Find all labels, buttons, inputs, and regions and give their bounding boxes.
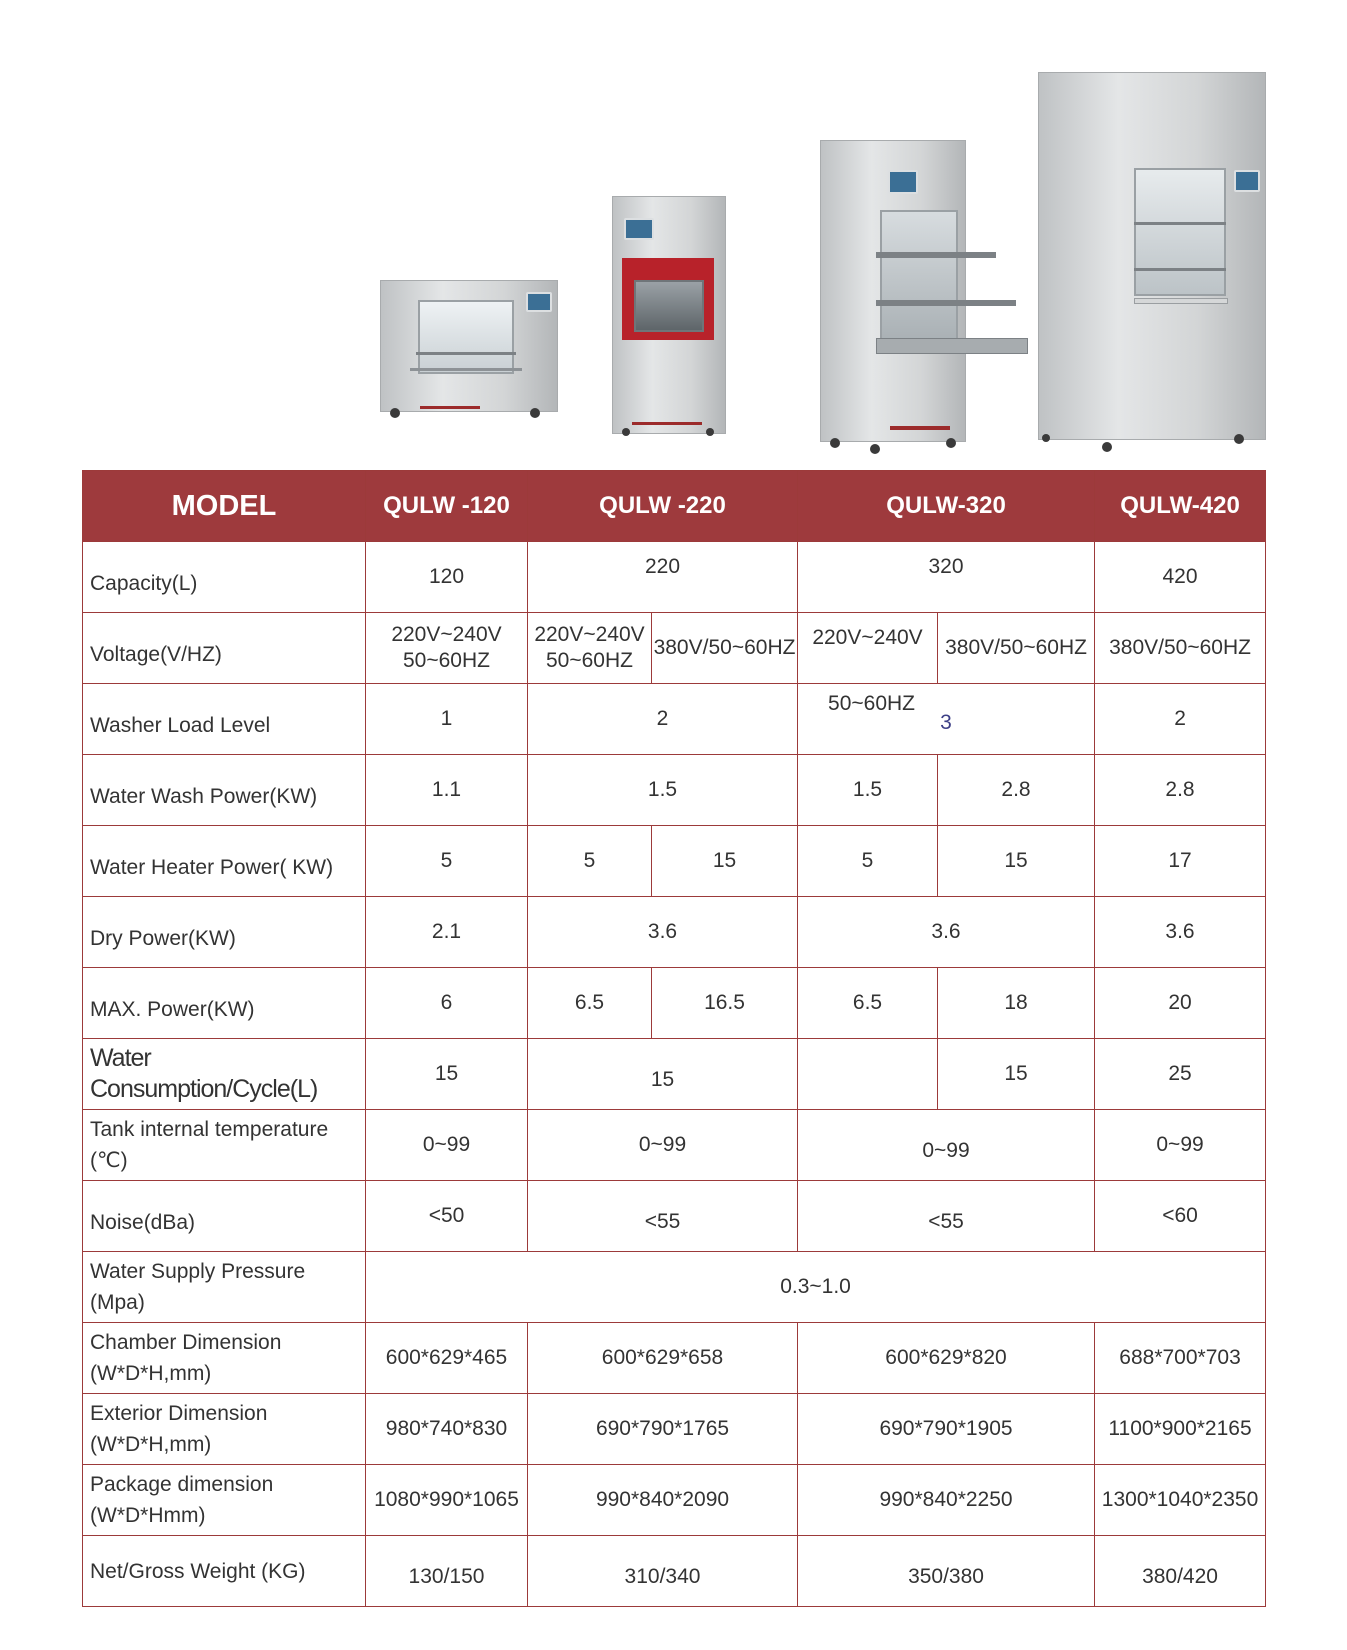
row-label (83, 826, 366, 897)
label-line: Package dimension (90, 1473, 274, 1496)
cell-value: 0~99 (922, 1139, 970, 1162)
cell: 1.5 (528, 755, 798, 826)
cell: 3.6 (528, 897, 798, 968)
cell (528, 1039, 798, 1110)
cell: 2.8 (938, 755, 1095, 826)
spec-table (82, 470, 1266, 1607)
cell: <60 (1095, 1181, 1266, 1252)
cell-value: 310/340 (624, 1565, 701, 1588)
cell-value: <55 (644, 1210, 681, 1233)
row-label: Net/Gross Weight (KG) (83, 1536, 366, 1607)
cell (528, 1536, 798, 1607)
table-row-tank-temperature (83, 1110, 1266, 1181)
cell: 380V/50~60HZ (1095, 613, 1266, 684)
cell: 6.5 (798, 968, 938, 1039)
cell (798, 613, 938, 684)
voltage-label: Voltage(V/HZ) (90, 642, 222, 666)
cell-value: 3 (940, 711, 952, 734)
label-line: Tank internal temperature (90, 1118, 329, 1141)
table-row-water-consumption (83, 1039, 1266, 1110)
cell: 0~99 (528, 1110, 798, 1181)
model-qulw-120: QULW -120 (366, 471, 528, 542)
cell: 0~99 (1095, 1110, 1266, 1181)
table-row-max-power (83, 968, 1266, 1039)
cell-value: 220V~240V (812, 626, 923, 649)
cell: 120 (366, 542, 528, 613)
cell: 1.5 (798, 755, 938, 826)
label-line: (W*D*H,mm) (90, 1433, 212, 1456)
cell: 600*629*658 (528, 1323, 798, 1394)
table-row-capacity (83, 542, 1266, 613)
product-image-qulw-120 (380, 280, 558, 420)
cell (366, 1536, 528, 1607)
cell: 1.1 (366, 755, 528, 826)
label-line: (Mpa) (90, 1291, 145, 1314)
table-row-exterior (83, 1394, 1266, 1465)
cell-value: 350/380 (908, 1565, 984, 1588)
table-row-load-level (83, 684, 1266, 755)
cell: 1300*1040*2350 (1095, 1465, 1266, 1536)
cell-value: 220 (644, 555, 681, 578)
cell (798, 684, 1095, 755)
product-image-qulw-220 (612, 196, 726, 440)
noise-label: Noise(dBa) (90, 1210, 196, 1234)
cell: 690*790*1905 (798, 1394, 1095, 1465)
row-label (83, 613, 366, 684)
cell: 5 (528, 826, 652, 897)
row-label (83, 1181, 366, 1252)
cell-value: 380/420 (1142, 1565, 1218, 1588)
cell: 380V/50~60HZ (652, 613, 798, 684)
cell-value: <55 (928, 1210, 964, 1233)
cell: 5 (366, 826, 528, 897)
cell: 1100*900*2165 (1095, 1394, 1266, 1465)
cell (528, 1181, 798, 1252)
cell: 25 (1095, 1039, 1266, 1110)
cell: 990*840*2250 (798, 1465, 1095, 1536)
cell-value: 130/150 (408, 1565, 485, 1588)
cell: 20 (1095, 968, 1266, 1039)
label-line: (W*D*H,mm) (90, 1362, 212, 1385)
cell (366, 613, 528, 684)
table-row-package (83, 1465, 1266, 1536)
row-label (83, 1465, 366, 1536)
cell: 0.3~1.0 (366, 1252, 1266, 1323)
table-header-row (83, 471, 1266, 542)
cell: 5 (798, 826, 938, 897)
cell: 15 (938, 826, 1095, 897)
model-qulw-220: QULW -220 (528, 471, 798, 542)
cell: 1080*990*1065 (366, 1465, 528, 1536)
dry-power-label: Dry Power(KW) (90, 926, 236, 950)
cell (798, 1181, 1095, 1252)
row-label (83, 542, 366, 613)
cell: 600*629*820 (798, 1323, 1095, 1394)
table-row-voltage (83, 613, 1266, 684)
cell: 15 (938, 1039, 1095, 1110)
cell: 2.1 (366, 897, 528, 968)
max-power-label: MAX. Power(KW) (90, 997, 255, 1021)
cell-value: 50~60HZ (546, 649, 633, 672)
table-row-wash-power (83, 755, 1266, 826)
model-qulw-420: QULW-420 (1095, 471, 1266, 542)
cell: 6 (366, 968, 528, 1039)
cell-value: 320 (928, 555, 964, 578)
label-line: Chamber Dimension (90, 1331, 282, 1354)
cell: 990*840*2090 (528, 1465, 798, 1536)
cell: 600*629*465 (366, 1323, 528, 1394)
cell: 1 (366, 684, 528, 755)
cell: 17 (1095, 826, 1266, 897)
row-label (83, 684, 366, 755)
cell: 690*790*1765 (528, 1394, 798, 1465)
model-qulw-320: QULW-320 (798, 471, 1095, 542)
label-line: (W*D*Hmm) (90, 1504, 206, 1527)
model-header: MODEL (83, 471, 366, 542)
row-label (83, 1323, 366, 1394)
cell: 2 (528, 684, 798, 755)
cell: 6.5 (528, 968, 652, 1039)
cell: 16.5 (652, 968, 798, 1039)
cell (798, 542, 1095, 613)
load-level-label: Washer Load Level (90, 713, 271, 737)
cell: 420 (1095, 542, 1266, 613)
row-label (83, 1252, 366, 1323)
cell-value: 50~60HZ (403, 649, 490, 672)
row-label (83, 1394, 366, 1465)
cell: 18 (938, 968, 1095, 1039)
row-label (83, 968, 366, 1039)
row-label (83, 897, 366, 968)
row-label (83, 1110, 366, 1181)
label-line: Water Supply Pressure (90, 1260, 306, 1283)
cell-value: 15 (650, 1068, 675, 1091)
cell (528, 542, 798, 613)
cell: <50 (366, 1181, 528, 1252)
cell: 0~99 (366, 1110, 528, 1181)
label-line: (℃) (90, 1149, 128, 1172)
row-label (83, 755, 366, 826)
product-image-qulw-320 (820, 140, 1030, 456)
cell: 15 (366, 1039, 528, 1110)
cell (528, 613, 652, 684)
cell: 3.6 (1095, 897, 1266, 968)
cell (798, 1536, 1095, 1607)
cell: 380V/50~60HZ (938, 613, 1095, 684)
table-row-weight (83, 1536, 1266, 1607)
cell (1095, 1536, 1266, 1607)
heater-power-label: Water Heater Power( KW) (90, 855, 334, 879)
cell: 15 (652, 826, 798, 897)
cell-note: 50~60HZ (828, 692, 915, 715)
cell: 3.6 (798, 897, 1095, 968)
cell-value: 220V~240V (534, 623, 645, 646)
cell: 2 (1095, 684, 1266, 755)
table-row-heater-power (83, 826, 1266, 897)
cell: 688*700*703 (1095, 1323, 1266, 1394)
table-row-chamber (83, 1323, 1266, 1394)
cell-value: 220V~240V (391, 623, 502, 646)
product-image-qulw-420 (1038, 72, 1268, 464)
cell (798, 1110, 1095, 1181)
table-row-noise (83, 1181, 1266, 1252)
label-line: Exterior Dimension (90, 1402, 268, 1425)
cell: 2.8 (1095, 755, 1266, 826)
table-row-pressure (83, 1252, 1266, 1323)
capacity-label: Capacity(L) (90, 571, 198, 595)
cell (798, 1039, 938, 1110)
wash-power-label: Water Wash Power(KW) (90, 784, 318, 808)
table-row-dry-power (83, 897, 1266, 968)
row-label: Water Consumption/Cycle(L) (83, 1039, 366, 1110)
cell: 980*740*830 (366, 1394, 528, 1465)
